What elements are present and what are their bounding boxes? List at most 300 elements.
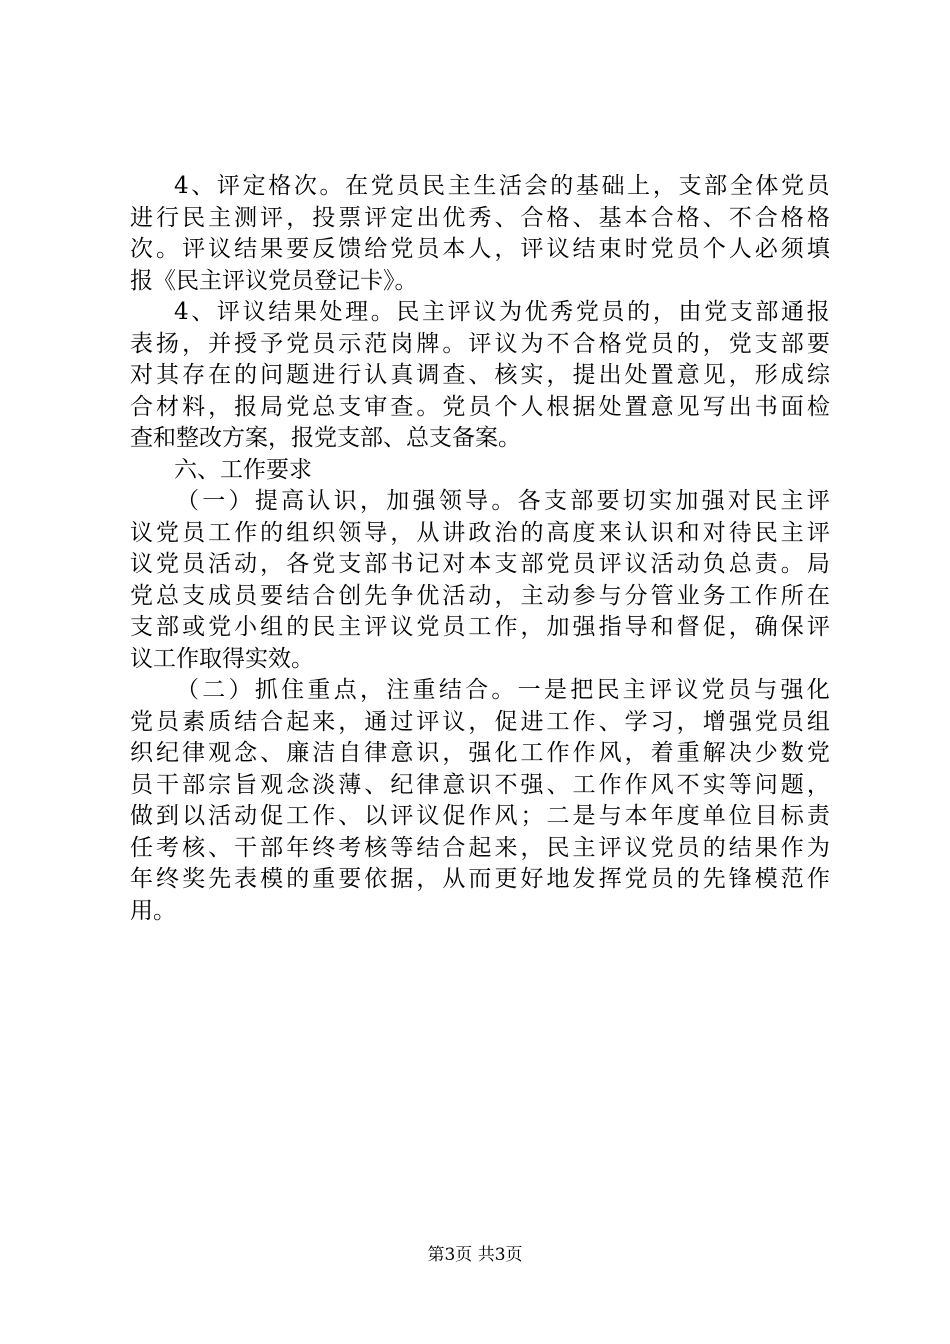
glyph: 律 [364, 740, 388, 766]
glyph: 对 [727, 488, 751, 514]
glyph: 念 [286, 771, 310, 798]
glyph: 基 [598, 204, 622, 231]
glyph: 党 [130, 582, 153, 609]
glyph: 给 [364, 236, 388, 262]
glyph: 各 [286, 551, 310, 577]
glyph: 合 [260, 708, 284, 735]
glyph: 的 [520, 519, 544, 546]
glyph: 民 [596, 677, 620, 703]
glyph: 高 [281, 488, 305, 514]
glyph: 束 [598, 236, 622, 262]
glyph: 本 [442, 236, 466, 262]
glyph: 组 [286, 519, 310, 546]
glyph: 年 [130, 866, 153, 892]
glyph: 做 [130, 803, 153, 829]
glyph: 起 [468, 834, 492, 861]
glyph: ， [494, 236, 518, 262]
glyph: 年 [286, 834, 310, 861]
glyph: 分 [624, 582, 648, 609]
paragraph-line [130, 644, 830, 676]
glyph: 党 [701, 677, 725, 703]
glyph: 果 [293, 299, 317, 325]
glyph: 织 [312, 519, 336, 546]
glyph: 评 [520, 236, 544, 262]
glyph: 标 [780, 803, 804, 829]
glyph: 全 [729, 173, 753, 199]
glyph: 纪 [390, 771, 414, 798]
glyph: 优 [442, 204, 466, 231]
glyph: ， [702, 330, 726, 357]
glyph: 评 [806, 519, 830, 546]
glyph: 议 [675, 677, 699, 703]
glyph: 本 [624, 204, 648, 231]
glyph: 支 [338, 551, 362, 577]
glyph: 考 [156, 834, 180, 861]
glyph: 评 [260, 204, 284, 231]
glyph: 部 [704, 173, 728, 199]
glyph: 业 [676, 582, 700, 609]
glyph: 强 [780, 677, 804, 703]
glyph: 员 [806, 173, 830, 199]
glyph: 或 [182, 614, 206, 640]
glyph: 实 [702, 771, 726, 798]
glyph: 作 [598, 771, 622, 798]
glyph: 纪 [156, 740, 180, 766]
glyph: 部 [156, 614, 180, 640]
glyph: 住 [281, 677, 305, 703]
glyph: 来 [312, 708, 336, 735]
glyph: 核 [364, 834, 388, 861]
glyph: 结 [234, 236, 258, 262]
glyph: 、 [598, 708, 622, 735]
glyph: 处 [624, 362, 648, 388]
glyph: 二 [202, 677, 226, 703]
glyph: 参 [572, 582, 596, 609]
glyph: 党 [370, 173, 394, 199]
glyph: 材 [156, 393, 180, 420]
glyph: 支 [338, 393, 362, 420]
glyph: 。 [491, 677, 515, 703]
glyph: 核 [494, 362, 518, 388]
glyph: 、 [191, 173, 215, 199]
glyph: 干 [234, 834, 258, 861]
glyph: 据 [390, 866, 414, 892]
glyph: 作 [624, 771, 648, 798]
glyph: 二 [546, 803, 570, 829]
glyph: 主 [338, 614, 362, 640]
glyph: 律 [416, 771, 440, 798]
glyph: 评 [416, 708, 440, 735]
glyph: 议 [242, 299, 266, 325]
glyph: 票 [338, 204, 362, 231]
glyph: 强 [701, 488, 725, 514]
glyph: 化 [494, 740, 518, 766]
glyph: 作 [546, 740, 570, 766]
glyph: 评 [598, 834, 622, 861]
glyph: 党 [754, 708, 778, 735]
glyph: 置 [650, 362, 674, 388]
glyph: 旨 [234, 771, 258, 798]
glyph: 先 [364, 582, 388, 609]
glyph: 处 [598, 393, 622, 420]
glyph: 党 [575, 299, 599, 325]
glyph: 等 [390, 834, 414, 861]
glyph: 本 [624, 803, 648, 829]
glyph: 加 [386, 488, 410, 514]
glyph: 一 [202, 488, 226, 514]
glyph: 动 [234, 803, 258, 829]
glyph: 解 [702, 740, 726, 766]
glyph: 把 [570, 677, 594, 703]
glyph: 学 [624, 708, 648, 735]
glyph: 党 [130, 708, 153, 735]
glyph: 活 [208, 803, 232, 829]
glyph: ） [228, 677, 252, 703]
glyph: 认 [307, 488, 331, 514]
paragraph-line [130, 581, 830, 613]
glyph: 主 [447, 173, 471, 199]
glyph: 民 [422, 173, 446, 199]
glyph: 作 [780, 834, 804, 861]
glyph: ， [359, 677, 383, 703]
glyph: 真 [390, 362, 414, 388]
glyph: 要 [338, 866, 362, 892]
glyph: 为 [498, 299, 522, 325]
glyph: 优 [416, 582, 440, 609]
glyph: 。 [780, 551, 804, 577]
glyph: 工 [520, 740, 544, 766]
glyph: 果 [260, 236, 284, 262]
glyph: 过 [390, 708, 414, 735]
glyph: 加 [675, 488, 699, 514]
glyph: 主 [780, 488, 804, 514]
glyph: 不 [728, 204, 752, 231]
glyph: 导 [465, 488, 489, 514]
glyph: 以 [364, 803, 388, 829]
glyph: 强 [728, 708, 752, 735]
glyph: 评 [447, 299, 471, 325]
page-number: 第3页 共3页 [427, 1245, 523, 1265]
glyph: 奖 [182, 866, 206, 892]
glyph: 讲 [442, 519, 466, 546]
paragraph-line [130, 864, 830, 896]
glyph: ， [728, 614, 752, 640]
paragraph-line [130, 738, 830, 770]
glyph: 党 [312, 551, 336, 577]
glyph: 结 [416, 834, 440, 861]
glyph: 廉 [286, 740, 310, 766]
glyph: 活 [498, 173, 522, 199]
glyph: 支 [130, 614, 153, 640]
glyph: 待 [728, 519, 752, 546]
glyph: 强 [412, 488, 436, 514]
glyph: 员 [442, 614, 466, 640]
glyph: 置 [624, 393, 648, 420]
glyph: ， [520, 834, 544, 861]
glyph: 定 [242, 173, 266, 199]
glyph: 党 [156, 519, 180, 546]
glyph: 支 [729, 299, 753, 325]
glyph: 成 [208, 582, 232, 609]
glyph: 宗 [208, 771, 232, 798]
glyph: 部 [260, 834, 284, 861]
glyph: 实 [649, 488, 673, 514]
glyph: 见 [676, 393, 700, 420]
glyph: 、 [191, 299, 215, 325]
glyph: 党 [781, 173, 805, 199]
glyph: 、 [338, 803, 362, 829]
glyph: 任 [130, 834, 153, 861]
glyph: 通 [364, 708, 388, 735]
glyph: 查 [442, 362, 466, 388]
glyph: 员 [650, 866, 674, 892]
glyph: 由 [678, 299, 702, 325]
glyph: 点 [333, 677, 357, 703]
glyph: 必 [754, 236, 778, 262]
glyph: 议 [494, 330, 518, 357]
glyph: ， [359, 488, 383, 514]
glyph: 动 [546, 582, 570, 609]
glyph: 人 [468, 236, 492, 262]
glyph: 工 [546, 708, 570, 735]
glyph: 评 [806, 614, 830, 640]
glyph: 、 [260, 740, 284, 766]
glyph: 领 [338, 519, 362, 546]
glyph: 进 [312, 362, 336, 388]
glyph: 意 [390, 740, 414, 766]
glyph: 检 [806, 393, 830, 420]
glyph: 议 [624, 551, 648, 577]
glyph: 结 [286, 582, 310, 609]
glyph: 作 [312, 803, 336, 829]
glyph: 活 [208, 551, 232, 577]
glyph: 支 [754, 330, 778, 357]
glyph: 促 [260, 803, 284, 829]
paragraph-line [130, 297, 830, 329]
paragraph-line [130, 707, 830, 739]
glyph: 作 [494, 614, 518, 640]
glyph: 评 [216, 299, 240, 325]
glyph: 个 [702, 236, 726, 262]
glyph: 问 [260, 362, 284, 388]
glyph: 其 [156, 362, 180, 388]
glyph: 促 [442, 803, 466, 829]
glyph: 工 [728, 582, 752, 609]
glyph: 员 [156, 708, 180, 735]
glyph: 4 [174, 299, 189, 325]
glyph: 认 [624, 519, 648, 546]
glyph: 创 [338, 582, 362, 609]
glyph: ， [468, 708, 492, 735]
glyph: 念 [234, 740, 258, 766]
glyph: 意 [650, 393, 674, 420]
glyph: 秀 [468, 204, 492, 231]
glyph: ， [728, 362, 752, 388]
glyph: 干 [156, 771, 180, 798]
glyph: 据 [572, 393, 596, 420]
glyph: （ [176, 677, 199, 703]
glyph: 处 [319, 299, 343, 325]
glyph: 扬 [156, 330, 180, 357]
glyph: 总 [312, 393, 336, 420]
glyph: 为 [806, 834, 830, 861]
glyph: 部 [182, 771, 206, 798]
paragraph-line [130, 171, 830, 203]
glyph: 责 [806, 803, 830, 829]
glyph: 部 [364, 551, 388, 577]
glyph: 授 [234, 330, 258, 357]
glyph: 见 [702, 362, 726, 388]
glyph: 是 [543, 677, 567, 703]
glyph: 部 [520, 551, 544, 577]
glyph: 问 [754, 771, 778, 798]
glyph: 模 [754, 866, 778, 892]
glyph: 支 [494, 551, 518, 577]
glyph: 度 [572, 519, 596, 546]
glyph: 从 [416, 519, 440, 546]
glyph: 工 [468, 614, 492, 640]
glyph: 党 [286, 330, 310, 357]
glyph: 出 [598, 362, 622, 388]
glyph: 作 [754, 582, 778, 609]
glyph: 员 [130, 771, 153, 798]
glyph: 评 [182, 236, 206, 262]
glyph: 党 [624, 330, 648, 357]
glyph: 党 [728, 330, 752, 357]
line-text: 查和整改方案，报党支部、总支备案。 [130, 425, 521, 451]
glyph: 会 [524, 173, 548, 199]
glyph: 的 [234, 362, 258, 388]
glyph: 加 [546, 614, 570, 640]
glyph: 人 [728, 236, 752, 262]
glyph: 格 [806, 204, 830, 231]
glyph: 主 [572, 834, 596, 861]
glyph: 测 [234, 204, 258, 231]
glyph: 风 [598, 740, 622, 766]
glyph: 管 [650, 582, 674, 609]
glyph: 出 [728, 393, 752, 420]
glyph: 和 [676, 519, 700, 546]
glyph: 素 [182, 708, 206, 735]
paragraph-line [130, 329, 830, 361]
glyph: 领 [438, 488, 462, 514]
glyph: 薄 [338, 771, 362, 798]
glyph: 部 [570, 488, 594, 514]
glyph: 单 [702, 803, 726, 829]
glyph: 重 [676, 740, 700, 766]
glyph: 根 [546, 393, 570, 420]
glyph: 识 [468, 771, 492, 798]
glyph: 不 [494, 771, 518, 798]
glyph: 务 [702, 582, 726, 609]
glyph: 组 [806, 708, 830, 735]
glyph: 要 [806, 330, 830, 357]
glyph: 人 [520, 393, 544, 420]
glyph: 主 [622, 677, 646, 703]
glyph: 淡 [312, 771, 336, 798]
glyph: 秀 [550, 299, 574, 325]
glyph: 挥 [598, 866, 622, 892]
glyph: ， [652, 299, 676, 325]
glyph: 提 [572, 362, 596, 388]
glyph: 评 [598, 551, 622, 577]
glyph: 格 [780, 204, 804, 231]
glyph: 表 [130, 330, 153, 357]
paragraph-line [130, 612, 830, 644]
line-text: 用。 [130, 897, 176, 924]
glyph: 党 [442, 393, 466, 420]
glyph: 。 [370, 299, 394, 325]
glyph: 员 [468, 393, 492, 420]
glyph: 的 [676, 330, 700, 357]
glyph: 结 [572, 236, 596, 262]
glyph: 负 [702, 551, 726, 577]
glyph: 识 [650, 519, 674, 546]
glyph: 动 [468, 582, 492, 609]
glyph: 年 [650, 803, 674, 829]
paragraph-line [130, 234, 830, 266]
glyph: 、 [546, 771, 570, 798]
glyph: 书 [390, 551, 414, 577]
glyph: 局 [260, 393, 284, 420]
glyph: 在 [345, 173, 369, 199]
glyph: 评 [216, 173, 240, 199]
glyph: 存 [182, 362, 206, 388]
glyph: 要 [260, 582, 284, 609]
paragraph-line [130, 360, 830, 392]
glyph: 抓 [254, 677, 278, 703]
glyph: 上 [627, 173, 651, 199]
glyph: ， [390, 519, 414, 546]
glyph: 到 [156, 803, 180, 829]
glyph: 政 [468, 519, 492, 546]
glyph: 以 [182, 803, 206, 829]
glyph: 议 [416, 803, 440, 829]
glyph: 位 [728, 803, 752, 829]
paragraph-line [130, 770, 830, 802]
glyph: 出 [416, 204, 440, 231]
glyph: 注 [386, 677, 410, 703]
paragraph-line [130, 801, 830, 833]
glyph: 重 [312, 866, 336, 892]
glyph: 牌 [416, 330, 440, 357]
glyph: 对 [702, 519, 726, 546]
glyph: 写 [702, 393, 726, 420]
glyph: 填 [806, 236, 830, 262]
glyph: 核 [182, 834, 206, 861]
glyph: 党 [704, 299, 728, 325]
glyph: 合 [754, 204, 778, 231]
glyph: 锋 [728, 866, 752, 892]
glyph: 考 [338, 834, 362, 861]
glyph: 党 [650, 834, 674, 861]
glyph: 认 [364, 362, 388, 388]
glyph: 促 [494, 708, 518, 735]
glyph: 导 [364, 519, 388, 546]
glyph: 。 [416, 393, 440, 420]
glyph: 体 [755, 173, 779, 199]
glyph: 起 [286, 708, 310, 735]
glyph: 先 [208, 866, 232, 892]
glyph: 争 [390, 582, 414, 609]
glyph: ， [416, 866, 440, 892]
document-body [130, 171, 830, 927]
glyph: 结 [438, 677, 462, 703]
glyph: 支 [543, 488, 567, 514]
glyph: 评 [364, 204, 388, 231]
glyph: 党 [390, 236, 414, 262]
glyph: 民 [546, 834, 570, 861]
